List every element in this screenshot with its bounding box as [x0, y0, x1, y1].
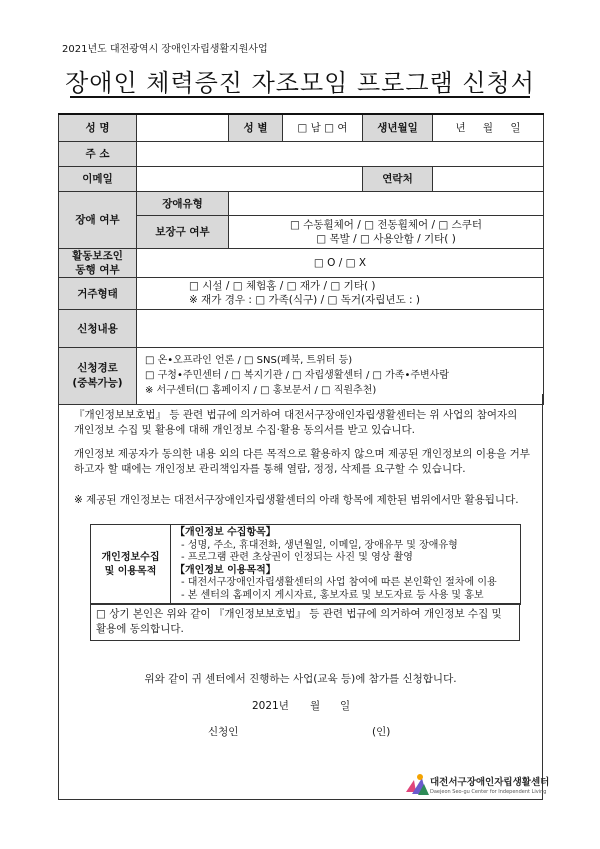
- center-logo-tagline: Daejeon Seo-gu Center for Independent Living: [430, 789, 547, 795]
- collect-item-2: - 프로그램 관련 초상권이 인정되는 사진 및 영상 촬영: [181, 552, 413, 563]
- residence-options-line2[interactable]: ※ 재가 경우 : □ 가족(식구) / □ 독거(자립년도 : ): [189, 294, 421, 306]
- disability-label: 장애 여부: [59, 191, 137, 248]
- content-label: 신청내용: [59, 309, 137, 347]
- seal-label: (인): [372, 726, 391, 738]
- route-options-line3[interactable]: ※ 서구센터(□ 홈페이지 / □ 홍보문서 / □ 직원추천): [145, 385, 377, 396]
- assistant-options[interactable]: □ O / □ X: [137, 248, 544, 277]
- email-field[interactable]: [137, 166, 363, 191]
- content-field[interactable]: [137, 309, 544, 347]
- email-label: 이메일: [59, 166, 137, 191]
- residence-options-line1[interactable]: □ 시설 / □ 체험홈 / □ 재가 / □ 기타( ): [189, 280, 376, 292]
- privacy-purpose-table: [90, 524, 521, 605]
- name-field[interactable]: [137, 114, 229, 141]
- contact-label: 연락처: [363, 166, 433, 191]
- disability-type-label: 장애유형: [137, 191, 229, 215]
- application-form-table: [58, 113, 544, 405]
- route-options-line2[interactable]: □ 구청•주민센터 / □ 복지기관 / □ 자립생활센터 / □ 가족•주변사람: [145, 370, 450, 381]
- birth-label: 생년월일: [363, 114, 433, 141]
- gender-label: 성 별: [229, 114, 283, 141]
- closing-statement: 위와 같이 귀 센터에서 진행하는 사업(교육 등)에 참가를 신청합니다.: [144, 673, 457, 685]
- date-day: 일: [340, 700, 351, 712]
- use-title: 【개인정보 이용목적】: [175, 564, 276, 576]
- purpose-label-line2: 및 이용목적: [104, 565, 157, 577]
- privacy-para-3: ※ 제공된 개인정보는 대전서구장애인자립생활센터의 아래 항목에 제한된 범위에서만 활용됩니다.: [74, 494, 519, 506]
- assistant-label-line1: 활동보조인: [72, 249, 123, 262]
- collect-title: 【개인정보 수집항목】: [175, 527, 276, 538]
- privacy-para-1: 『개인정보보호법』 등 관련 법규에 의거하여 대전서구장애인자립생활센터는 위 사업의 참여자의 개인정보 수집 및 활용에 대해 개인정보 수집·활용 동의서를 받고 있습니다.: [74, 409, 518, 436]
- contact-field[interactable]: [433, 166, 544, 191]
- use-item-2: - 본 센터의 홈페이지 게시자료, 홍보자료 및 보도자료 등 사용 및 홍보: [181, 589, 484, 601]
- applicant-label: 신청인: [208, 726, 239, 738]
- consent-checkbox[interactable]: □ 상기 본인은 위와 같이 『개인정보보호법』 등 관련 법규에 의거하여 개인정보 수집 및 활용에 동의합니다.: [90, 603, 520, 641]
- address-label: 주 소: [59, 141, 137, 166]
- assistant-label: [59, 248, 137, 277]
- route-options-line1[interactable]: □ 온•오프라인 언론 / □ SNS(페북, 트위터 등): [145, 355, 353, 366]
- center-logo-name: 대전서구장애인자립생활센터: [430, 777, 550, 788]
- date-year: 2021년: [252, 700, 289, 712]
- aid-label: 보장구 여부: [137, 215, 229, 248]
- gender-options[interactable]: □ 남 □ 여: [283, 114, 363, 141]
- purpose-label-line1: 개인정보수집: [101, 551, 160, 563]
- disability-type-field[interactable]: [229, 191, 544, 215]
- privacy-para-2: 개인정보 제공자가 동의한 내용 외의 다른 목적으로 활용하지 않으며 제공된 개인정보의 이용을 거부하고자 할 때에는 개인정보 관리책임자를 통해 열람, 정정, 삭제를 요구할 수 있습니다.: [74, 448, 530, 475]
- page-title: 장애인 체력증진 자조모임 프로그램 신청서: [65, 69, 535, 97]
- program-note: 2021년도 대전광역시 장애인자립생활지원사업: [62, 44, 268, 55]
- birth-field[interactable]: 년 월 일: [433, 114, 544, 141]
- address-field[interactable]: [137, 141, 544, 166]
- aid-options-line2[interactable]: □ 목발 / □ 사용안함 / 기타( ): [316, 232, 456, 245]
- name-label: 성 명: [59, 114, 137, 141]
- title-underline: [70, 96, 530, 98]
- aid-options-line1[interactable]: □ 수동휠체어 / □ 전동휠체어 / □ 스쿠터: [289, 218, 483, 231]
- route-label-line2: (중복가능): [72, 376, 123, 389]
- collect-item-1: - 성명, 주소, 휴대전화, 생년월일, 이메일, 장애유무 및 장애유형: [181, 539, 458, 551]
- route-label-line1: 신청경로: [77, 361, 118, 374]
- date-month: 월: [310, 700, 321, 712]
- residence-label: 거주형태: [59, 277, 137, 309]
- assistant-label-line2: 동행 여부: [75, 263, 120, 276]
- purpose-label: [91, 525, 171, 605]
- use-item-1: - 대전서구장애인자립생활센터의 사업 참여에 따른 본인확인 절차에 이용: [181, 577, 497, 588]
